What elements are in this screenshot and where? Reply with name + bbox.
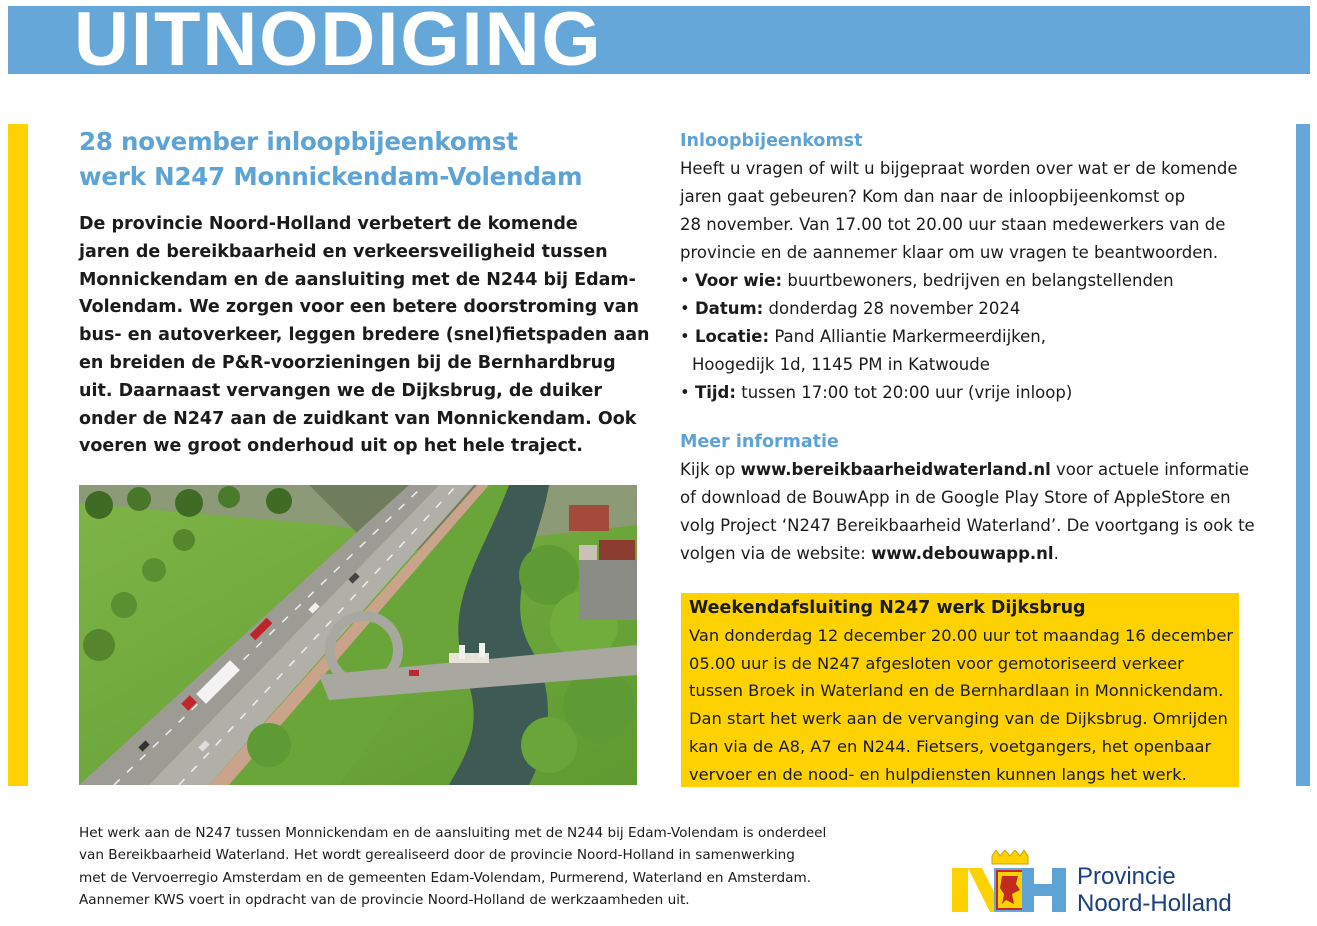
- bullet-mark: •: [680, 327, 690, 346]
- closure-box: [681, 593, 1239, 787]
- bullet-mark: •: [680, 383, 690, 402]
- intro-paragraph: [79, 211, 650, 461]
- intro-line: voeren we groot onderhoud uit op het hele traject.: [79, 436, 583, 457]
- date-value: donderdag 28 november 2024: [768, 299, 1021, 318]
- who-value: buurtbewoners, bedrijven en belangstellenden: [787, 271, 1174, 290]
- more-info-text: [680, 456, 1270, 568]
- location-value: Pand Alliantie Markermeerdijken,: [774, 327, 1046, 346]
- closure-line: tussen Broek in Waterland en de Bernhardlaan in Monnickendam.: [689, 681, 1224, 701]
- footer-line: Aannemer KWS voert in opdracht van de provincie Noord-Holland de werkzaamheden uit.: [79, 892, 690, 909]
- text-fragment: Kijk op: [680, 460, 741, 479]
- meeting-line: jaren gaat gebeuren? Kom dan naar de inloopbijeenkomst op: [680, 187, 1186, 206]
- header-banner: [8, 6, 1310, 74]
- meeting-line: Heeft u vragen of wilt u bijgepraat worden over wat er de komende: [680, 159, 1238, 178]
- closure-title: Weekendafsluiting N247 werk Dijksbrug: [689, 598, 1086, 618]
- footer-line: Het werk aan de N247 tussen Monnickendam en de aansluiting met de N244 bij Edam-Volendam is onderdeel: [79, 825, 827, 841]
- more-info-heading: Meer informatie: [680, 432, 839, 452]
- intro-line: onder de N247 aan de zuidkant van Monnickendam. Ook: [79, 408, 637, 429]
- intro-line: Volendam. We zorgen voor een betere doorstroming van: [79, 297, 639, 318]
- intro-line: bus- en autoverkeer, leggen bredere (snel)fietspaden aan: [79, 325, 650, 346]
- more-info-section: [680, 428, 1270, 568]
- bullet-who: [680, 267, 1270, 295]
- footer-line: van Bereikbaarheid Waterland. Het wordt gerealiseerd door de provincie Noord-Holland in samenwerking: [79, 847, 795, 864]
- event-title: [79, 124, 659, 194]
- text-fragment: .: [1053, 544, 1059, 563]
- more-info-line: [680, 456, 1270, 484]
- location-label: Locatie:: [694, 327, 770, 346]
- closure-line: Dan start het werk aan de vervanging van de Dijksbrug. Omrijden: [689, 709, 1228, 729]
- bullet-time: [680, 379, 1270, 407]
- bullet-mark: •: [680, 271, 690, 290]
- intro-line: jaren de bereikbaarheid en verkeersveiligheid tussen: [79, 241, 608, 262]
- closure-line: Van donderdag 12 december 20.00 uur tot maandag 16 december: [689, 626, 1234, 645]
- closure-line: kan via de A8, A7 en N244. Fietsers, voetgangers, het openbaar: [689, 736, 1212, 756]
- time-label: Tijd:: [694, 383, 736, 402]
- who-label: Voor wie:: [694, 271, 783, 290]
- intro-line: uit. Daarnaast vervangen we de Dijksbrug, de duiker: [79, 380, 603, 401]
- bullet-location: [680, 323, 1270, 351]
- intro-line: en breiden de P&R-voorzieningen bij de Bernhardbrug: [79, 352, 616, 373]
- text-fragment: voor actuele informatie: [1050, 460, 1250, 479]
- meeting-line: 28 november. Van 17.00 tot 20.00 uur staan medewerkers van de: [680, 215, 1226, 234]
- website-link[interactable]: www.bereikbaarheidwaterland.nl: [740, 460, 1051, 479]
- more-info-line: [680, 540, 1270, 568]
- province-name-line1: Provincie: [1077, 863, 1176, 890]
- province-name: [1077, 863, 1232, 917]
- right-accent-bar: [1296, 124, 1310, 786]
- text-fragment: volgen via de website:: [680, 544, 872, 563]
- closure-line: vervoer en de nood- en hulpdiensten kunnen langs het werk.: [689, 764, 1187, 784]
- meeting-line: provincie en de aannemer klaar om uw vragen te beantwoorden.: [680, 243, 1219, 262]
- event-title-line: 28 november inloopbijeenkomst: [79, 127, 518, 156]
- province-emblem-icon: [950, 850, 1070, 918]
- footer-line: met de Vervoerregio Amsterdam en de gemeenten Edam-Volendam, Purmerend, Waterland en Amsterdam.: [79, 869, 812, 886]
- location-line2: Hoogedijk 1d, 1145 PM in Katwoude: [692, 355, 990, 374]
- meeting-text: [680, 155, 1270, 407]
- intro-line: Monnickendam en de aansluiting met de N244 bij Edam-: [79, 269, 636, 290]
- meeting-heading: Inloopbijeenkomst: [680, 131, 863, 151]
- meeting-section: [680, 127, 1270, 407]
- left-accent-bar: [8, 124, 28, 786]
- more-info-line: of download de BouwApp in de Google Play Store of AppleStore en: [680, 488, 1231, 507]
- aerial-photo: [79, 485, 637, 785]
- bullet-mark: •: [680, 299, 690, 318]
- intro-line: De provincie Noord-Holland verbetert de komende: [79, 214, 578, 234]
- page-title: UITNODIGING: [74, 6, 603, 74]
- bullet-date: [680, 295, 1270, 323]
- date-label: Datum:: [694, 299, 764, 318]
- closure-line: 05.00 uur is de N247 afgesloten voor gemotoriseerd verkeer: [689, 653, 1184, 673]
- time-value: tussen 17:00 tot 20:00 uur (vrije inloop): [741, 383, 1073, 402]
- province-name-line2: Noord-Holland: [1077, 890, 1232, 917]
- more-info-line: volg Project ‘N247 Bereikbaarheid Waterland’. De voortgang is ook te: [680, 516, 1255, 535]
- bouwapp-link[interactable]: www.debouwapp.nl: [871, 544, 1054, 563]
- province-logo: [950, 850, 1280, 918]
- footer-note: [79, 822, 879, 912]
- event-title-line: werk N247 Monnickendam-Volendam: [79, 162, 583, 191]
